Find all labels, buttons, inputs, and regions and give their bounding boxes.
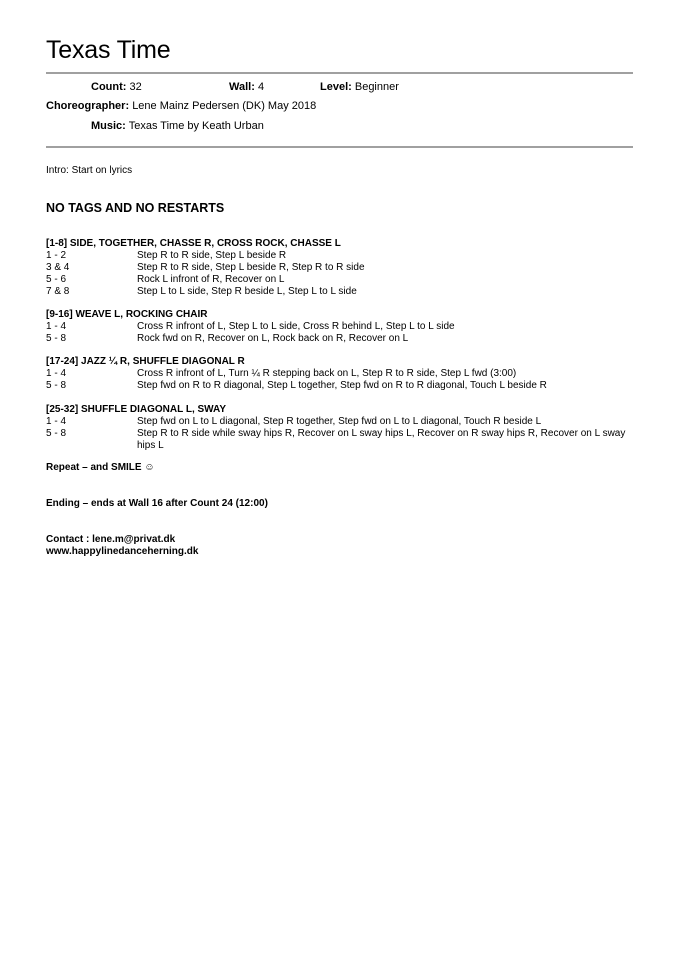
step-text: Step fwd on R to R diagonal, Step L together, Step fwd on R to R diagonal, Touch L beside R: [137, 380, 547, 391]
bottom-divider: [46, 146, 633, 148]
step-row: [46, 321, 626, 333]
step-count: 5 - 8: [46, 428, 67, 439]
step-count: 1 - 4: [46, 368, 67, 379]
step-text: Rock fwd on R, Recover on L, Rock back on R, Recover on L: [137, 333, 409, 344]
step-count: 3 & 4: [46, 262, 70, 273]
count-value: 32: [129, 81, 142, 93]
step-text: Cross R infront of L, Step L to L side, Cross R behind L, Step L to L side: [137, 321, 455, 332]
level-info: [320, 81, 399, 93]
page-title: Texas Time: [46, 36, 171, 64]
music-label: Music:: [91, 120, 126, 132]
step-row: [46, 262, 626, 274]
level-value: Beginner: [354, 81, 399, 93]
step-count: 5 - 8: [46, 380, 67, 391]
step-count: 1 - 2: [46, 250, 67, 261]
choreographer-value: Lene Mainz Pedersen (DK) May 2018: [132, 100, 317, 112]
wall-label: Wall:: [229, 81, 255, 93]
step-count: 1 - 4: [46, 416, 67, 427]
notice-heading: NO TAGS AND NO RESTARTS: [46, 201, 225, 215]
section-17-24: [46, 356, 626, 392]
ending-note: Ending – ends at Wall 16 after Count 24 (12:00): [46, 498, 268, 509]
step-text: Step L to L side, Step R beside L, Step L to L side: [137, 286, 357, 297]
level-label: Level:: [320, 81, 352, 93]
step-row: [46, 428, 626, 452]
step-text: Step fwd on L to L diagonal, Step R together, Step fwd on L to L diagonal, Touch R beside L: [137, 416, 542, 427]
section-25-32: [46, 404, 626, 452]
intro-text: Intro: Start on lyrics: [46, 165, 133, 176]
step-text: Step R to R side while sway hips R, Recover on L sway hips L, Recover on R sway hips R, Recover on L sway hips L: [137, 428, 626, 451]
section-title: [25-32] SHUFFLE DIAGONAL L, SWAY: [46, 404, 227, 415]
count-label: Count:: [91, 81, 127, 93]
count-info: [91, 81, 142, 93]
section-title: [9-16] WEAVE L, ROCKING CHAIR: [46, 309, 208, 320]
music-info: [91, 120, 264, 132]
website-link[interactable]: www.happylinedanceherning.dk: [46, 546, 199, 557]
choreographer-info: [46, 100, 316, 112]
step-count: 1 - 4: [46, 321, 67, 332]
section-1-8: [46, 238, 626, 298]
step-text: Rock L infront of R, Recover on L: [137, 274, 285, 285]
wall-value: 4: [257, 81, 265, 93]
music-value: Texas Time by Keath Urban: [128, 120, 264, 132]
section-9-16: [46, 309, 626, 345]
step-text: Step R to R side, Step L beside R: [137, 250, 287, 261]
step-count: 5 - 8: [46, 333, 67, 344]
step-row: [46, 333, 626, 345]
step-count: 7 & 8: [46, 286, 70, 297]
top-divider: [46, 72, 633, 74]
step-text: Cross R infront of L, Turn ¼ R stepping back on L, Step R to R side, Step L fwd (3:00): [137, 368, 517, 379]
section-title: [17-24] JAZZ ¼ R, SHUFFLE DIAGONAL R: [46, 356, 245, 367]
step-row: [46, 286, 626, 298]
step-row: [46, 368, 626, 380]
contact-email: Contact : lene.m@privat.dk: [46, 534, 176, 545]
repeat-note: Repeat – and SMILE ☺: [46, 462, 155, 473]
step-row: [46, 416, 626, 428]
step-count: 5 - 6: [46, 274, 67, 285]
step-row: [46, 250, 626, 262]
wall-info: [229, 81, 264, 93]
step-row: [46, 274, 626, 286]
choreographer-label: Choreographer:: [46, 100, 130, 112]
step-text: Step R to R side, Step L beside R, Step R to R side: [137, 262, 365, 273]
section-title: [1-8] SIDE, TOGETHER, CHASSE R, CROSS ROCK, CHASSE L: [46, 238, 341, 249]
step-row: [46, 380, 626, 392]
